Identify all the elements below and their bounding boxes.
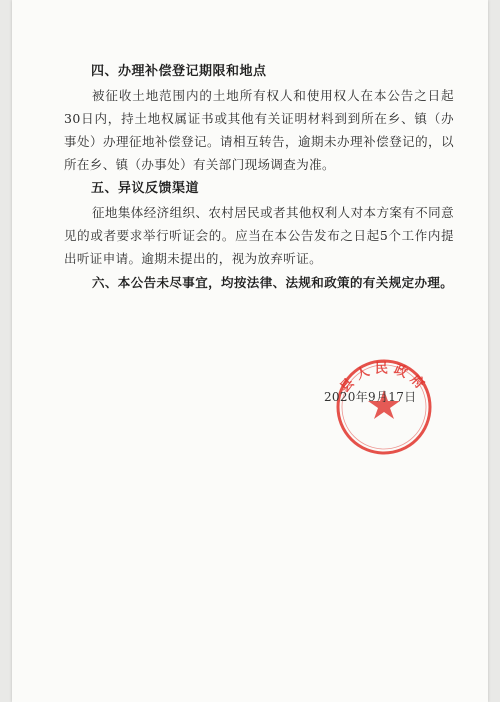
section-6-paragraph: 六、本公告未尽事宜，均按法律、法规和政策的有关规定办理。 — [92, 275, 454, 290]
issue-date: 2020年9月17日 — [324, 390, 417, 404]
section-4-paragraph: 被征收土地范围内的土地所有权人和使用权人在本公告之日起30日内，持土地权属证书或其他有关证明材料到到所在乡、镇（办事处）办理征地补偿登记。请相互转告，逾期未办理补偿登记的，以所在乡、镇（办事处）有关部门现场调查为准。 — [64, 88, 454, 172]
seal-text: 县人民政府 — [337, 361, 431, 396]
document-body — [64, 60, 454, 404]
document-page — [12, 0, 488, 702]
section-5-paragraph: 征地集体经济组织、农村居民或者其他权利人对本方案有不同意见的或者要求举行听证会的。应当在本公告发布之日起5个工作内提出听证申请。逾期未提出的，视为放弃听证。 — [64, 205, 454, 266]
section-4-heading: 四、办理补偿登记期限和地点 — [91, 64, 267, 79]
section-5-heading: 五、异议反馈渠道 — [91, 181, 200, 196]
